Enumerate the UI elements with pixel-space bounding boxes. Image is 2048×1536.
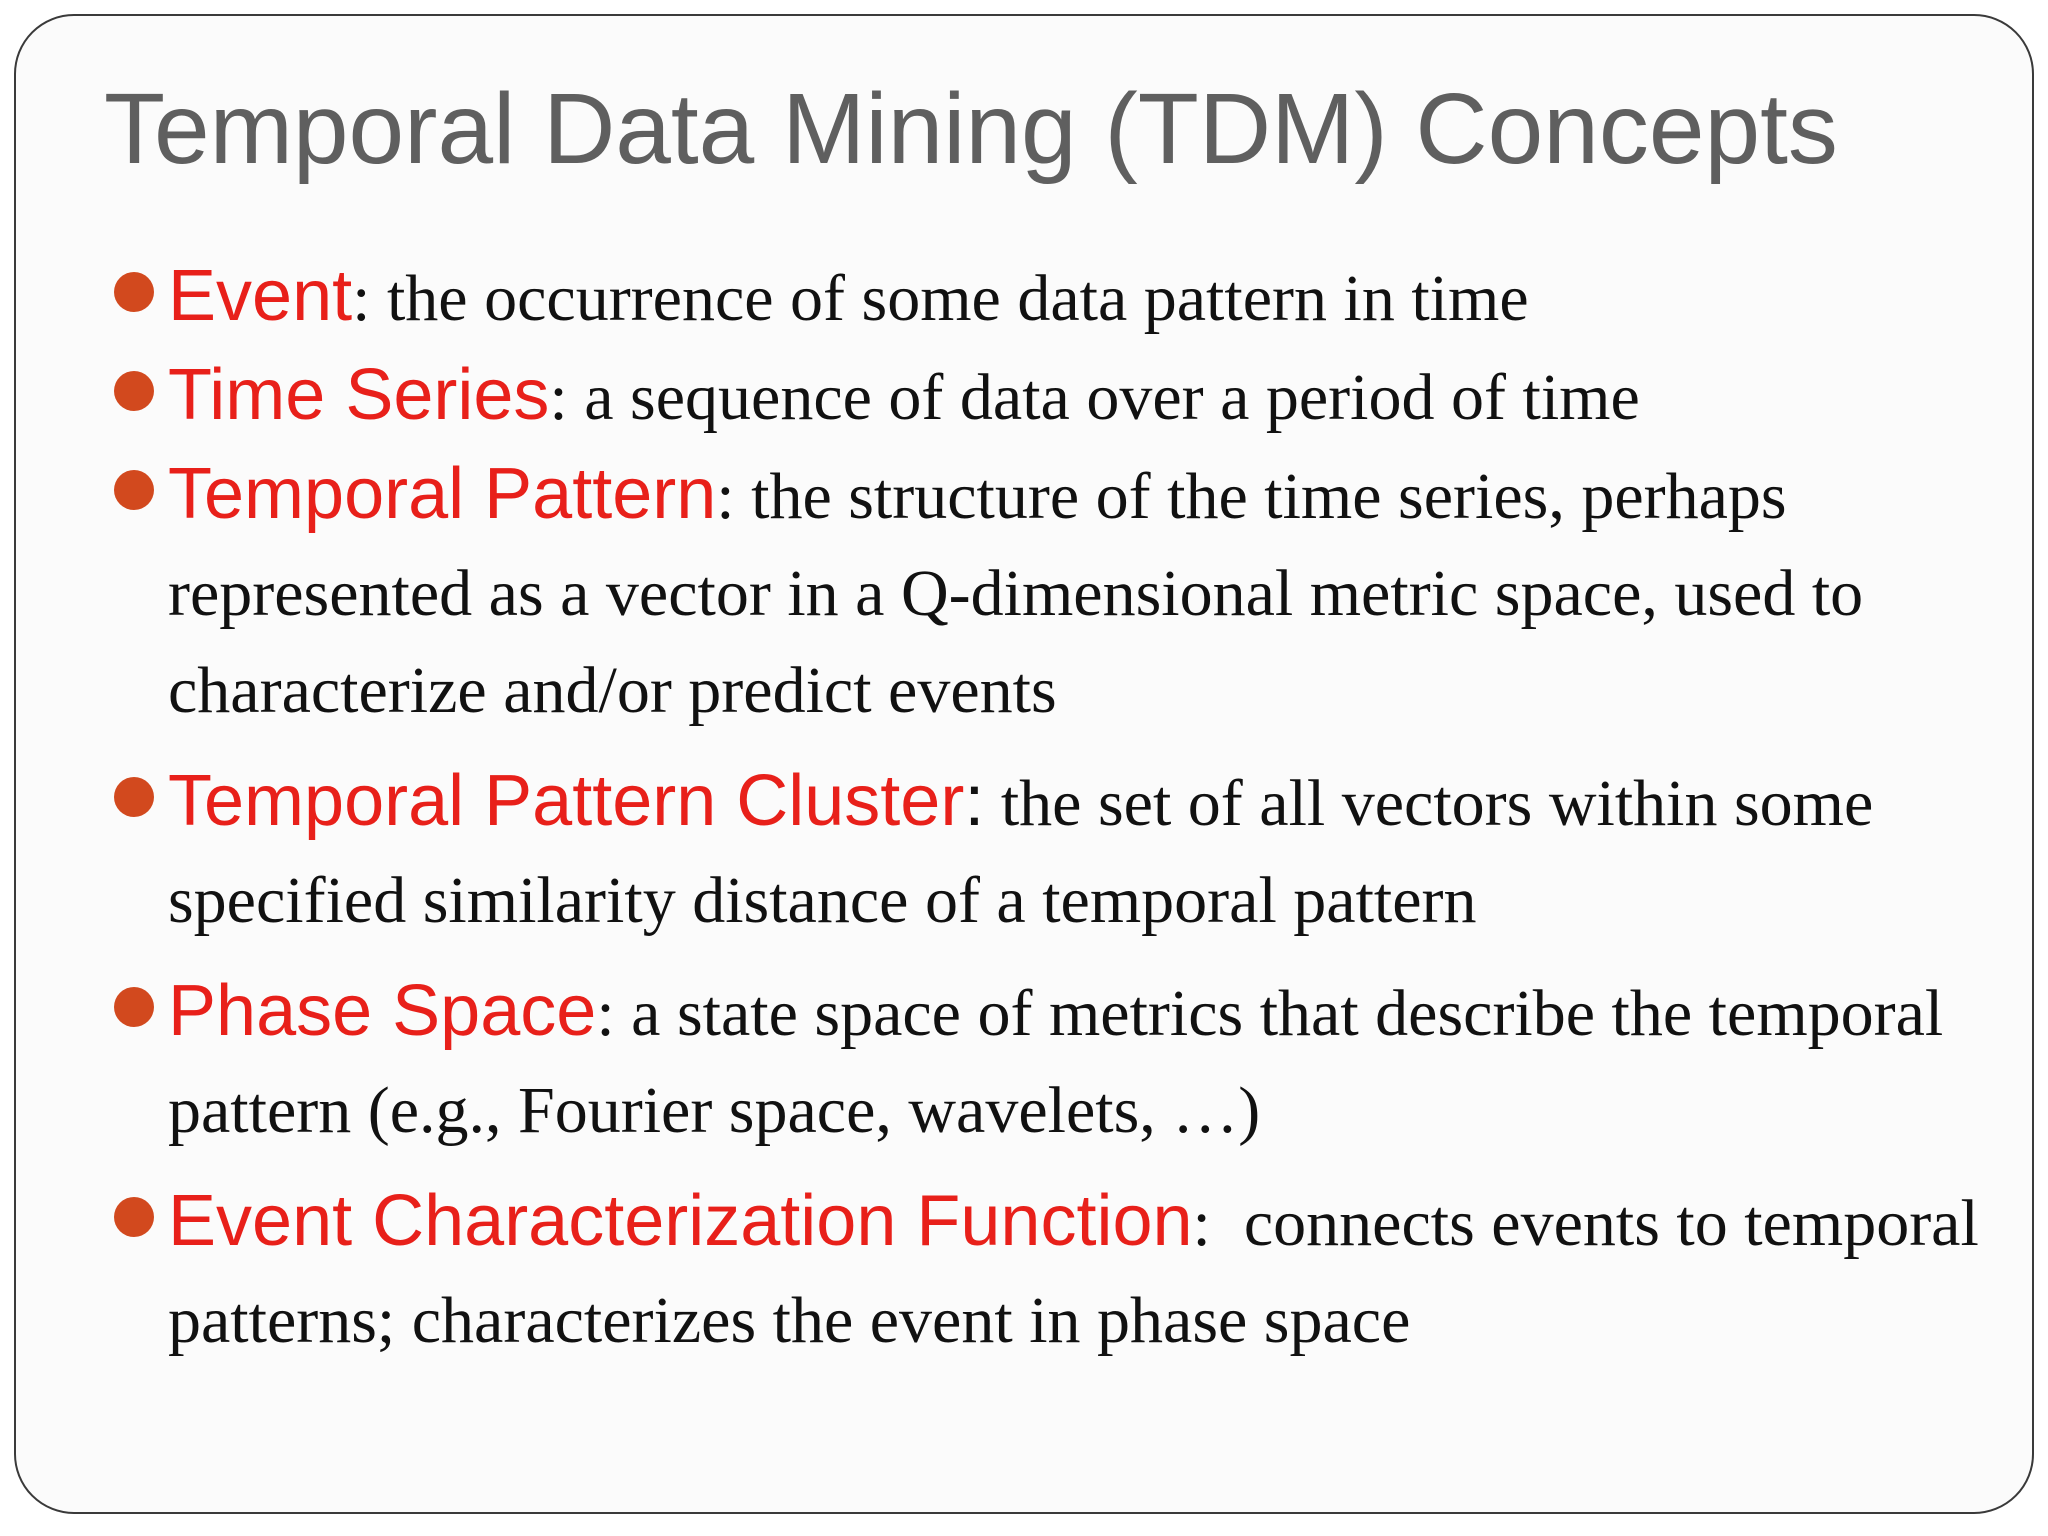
definition-text: the structure of the time series, perhaps represented as a vector in a Q-dimensional metric space, used to characterize and/or predict events xyxy=(168,460,1864,727)
bullet-icon xyxy=(114,272,154,312)
bullet-icon xyxy=(114,371,154,411)
definition-text: connects events to temporal patterns; characterizes the event in phase space xyxy=(168,1187,1996,1357)
term-separator: : xyxy=(352,262,371,335)
list-item-temporal-pattern-cluster xyxy=(114,753,2014,949)
term-separator: : xyxy=(716,460,735,533)
term-label: Time Series xyxy=(168,355,550,435)
bullet-icon xyxy=(114,777,154,817)
bullet-icon xyxy=(114,1197,154,1237)
definition-text: the occurrence of some data pattern in time xyxy=(370,262,1529,335)
bullet-icon xyxy=(114,470,154,510)
concept-list xyxy=(114,248,2014,1369)
term-label: Event Characterization Function xyxy=(168,1181,1193,1261)
term-separator: : xyxy=(964,761,985,841)
list-item-event xyxy=(114,248,2014,347)
term-label: Temporal Pattern Cluster xyxy=(168,761,965,841)
list-item-time-series xyxy=(114,347,2014,446)
slide-frame xyxy=(14,14,2034,1514)
bullet-icon xyxy=(114,987,154,1027)
definition-text: the set of all vectors within some specified similarity distance of a temporal pattern xyxy=(168,767,1874,937)
slide-title: Temporal Data Mining (TDM) Concepts xyxy=(104,73,1838,185)
definition-text: a sequence of data over a period of time xyxy=(567,361,1640,434)
list-item-event-characterization-function xyxy=(114,1173,2014,1369)
term-separator: : xyxy=(596,977,615,1050)
term-separator: : xyxy=(549,361,568,434)
list-item-phase-space xyxy=(114,963,2014,1159)
term-label: Temporal Pattern xyxy=(168,454,717,534)
definition-text: a state space of metrics that describe the temporal pattern (e.g., Fourier space, wavelets, …) xyxy=(168,977,1944,1147)
list-item-temporal-pattern xyxy=(114,446,2014,739)
term-label: Event xyxy=(168,256,353,336)
term-separator: : xyxy=(1192,1187,1211,1260)
term-label: Phase Space xyxy=(168,971,597,1051)
